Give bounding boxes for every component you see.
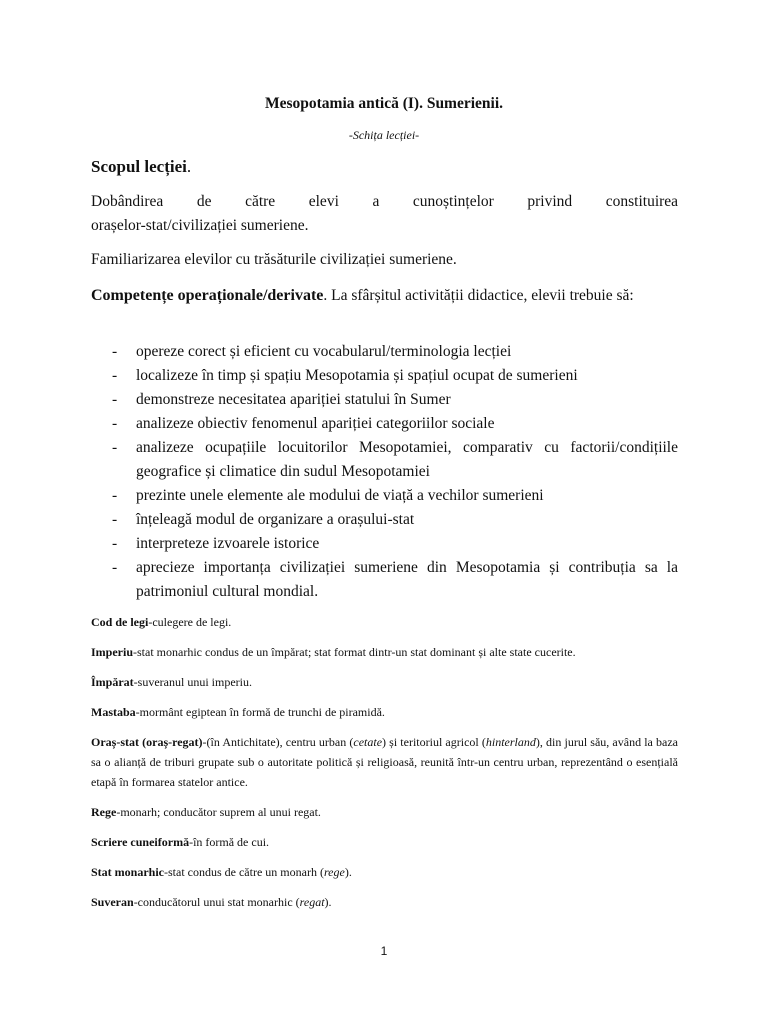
- list-item: [91, 556, 678, 604]
- bullet-dash: -: [112, 367, 118, 384]
- glossary-definition: ) și teritoriul agricol (: [382, 735, 486, 749]
- word: elevi: [308, 193, 339, 210]
- glossary-emphasis: cetate: [353, 735, 383, 749]
- list-item: [91, 340, 678, 364]
- list-item: [91, 508, 678, 532]
- glossary-entry: [91, 892, 678, 912]
- bullet-dash: -: [112, 439, 118, 456]
- competences-heading: Competențe operaționale/derivate: [91, 287, 324, 304]
- list-item: [91, 412, 678, 436]
- glossary-term: Stat monarhic: [91, 865, 164, 879]
- glossary-term: Mastaba: [91, 705, 136, 719]
- glossary-definition: -(în Antichitate), centru urban (: [202, 735, 354, 749]
- list-item-text: opereze corect și eficient cu vocabularul/terminologia lecției: [136, 343, 512, 360]
- lesson-subtitle: -Schița lecției-: [348, 128, 420, 142]
- glossary-entry: [91, 702, 678, 722]
- glossary-definition: -mormânt egiptean în formă de trunchi de piramidă.: [135, 705, 385, 719]
- bullet-dash: -: [112, 511, 118, 528]
- list-item: [91, 532, 678, 556]
- aim-paragraph-2: Familiarizarea elevilor cu trăsăturile civilizației sumeriene.: [91, 251, 457, 268]
- list-item-text: înțeleagă modul de organizare a orașului-stat: [136, 511, 415, 528]
- glossary-entry: [91, 802, 678, 822]
- glossary-definition: -stat condus de către un monarh (: [164, 865, 324, 879]
- bullet-dash: -: [112, 391, 118, 408]
- glossary-entry: [91, 612, 678, 632]
- word: către: [245, 193, 276, 210]
- glossary-definition: -stat monarhic condus de un împărat; stat format dintr-un stat dominant și alte state cucerite.: [133, 645, 576, 659]
- glossary-entry: [91, 832, 678, 852]
- page-number: 1: [380, 944, 388, 958]
- list-item-text: demonstreze necesitatea apariției statului în Sumer: [136, 391, 451, 408]
- list-item-text: analizeze ocupațiile locuitorilor Mesopotamiei, comparativ cu factorii/condițiile geografice și climatice din sudul Mesopotamiei: [136, 439, 678, 480]
- aim-paragraph-1-line-2: orașelor-stat/civilizației sumeriene.: [91, 217, 309, 234]
- objectives-list: [91, 340, 678, 604]
- word: a: [372, 193, 380, 210]
- lesson-title: Mesopotamia antică (I). Sumerienii.: [264, 95, 504, 112]
- glossary-definition: -monarh; conducător suprem al unui regat.: [116, 805, 321, 819]
- aim-heading-punct: .: [186, 157, 192, 176]
- list-item-text: interpreteze izvoarele istorice: [136, 535, 320, 552]
- glossary-definition: -suveranul unui imperiu.: [133, 675, 252, 689]
- glossary-entry: [91, 642, 678, 662]
- glossary-term: Scriere cuneiformă: [91, 835, 190, 849]
- aim-heading: [91, 157, 191, 177]
- word: privind: [527, 193, 573, 210]
- word: Dobândirea: [91, 193, 164, 210]
- aim-paragraph-1-line-1: [91, 190, 678, 214]
- bullet-dash: -: [112, 415, 118, 432]
- list-item-text: analizeze obiectiv fenomenul apariției categoriilor sociale: [136, 415, 495, 432]
- aim-heading-text: Scopul lecției: [91, 157, 187, 176]
- list-item: [91, 484, 678, 508]
- glossary-term: Oraș-stat (oraș-regat): [91, 735, 203, 749]
- glossary-definition: -în formă de cui.: [189, 835, 270, 849]
- list-item-text: prezinte unele elemente ale modului de viață a vechilor sumerieni: [136, 487, 544, 504]
- glossary-definition: ), din jurul său, având la baza sa o alianță de triburi grupate sub o autoritate politică și religioasă, reunită într-un centru urban, reprezentând o esențială etapă în formarea statelor antice.: [91, 735, 678, 789]
- bullet-dash: -: [112, 343, 118, 360]
- glossary-definition: ).: [324, 895, 332, 909]
- glossary-definition: -conducătorul unui stat monarhic (: [133, 895, 300, 909]
- glossary-emphasis: regat: [299, 895, 325, 909]
- list-item-text: aprecieze importanța civilizației sumeriene din Mesopotamia și contribuția sa la patrimoniul cultural mondial.: [136, 559, 678, 600]
- list-item: [91, 436, 678, 484]
- glossary-definition: -culegere de legi.: [148, 615, 232, 629]
- list-item-text: localizeze în timp și spațiu Mesopotamia și spațiul ocupat de sumerieni: [136, 367, 578, 384]
- glossary-term: Cod de legi: [91, 615, 149, 629]
- glossary-entry: [91, 672, 678, 692]
- list-item: [91, 364, 678, 388]
- glossary-definition: ).: [344, 865, 352, 879]
- glossary-entry: [91, 732, 678, 792]
- glossary-term: Imperiu: [91, 645, 133, 659]
- word: constituirea: [605, 193, 679, 210]
- glossary-entry: [91, 862, 678, 882]
- glossary-term: Suveran: [91, 895, 134, 909]
- word: de: [196, 193, 212, 210]
- bullet-dash: -: [112, 487, 118, 504]
- glossary-emphasis: rege: [323, 865, 345, 879]
- competences-intro: . La sfârșitul activității didactice, elevii trebuie să:: [323, 287, 634, 304]
- glossary-term: Rege: [91, 805, 117, 819]
- competences-paragraph: [91, 284, 678, 308]
- bullet-dash: -: [112, 559, 118, 576]
- glossary-emphasis: hinterland: [485, 735, 536, 749]
- glossary-term: Împărat: [91, 675, 134, 689]
- word: cunoștințelor: [412, 193, 494, 210]
- glossary: [91, 612, 678, 922]
- list-item: [91, 388, 678, 412]
- bullet-dash: -: [112, 535, 118, 552]
